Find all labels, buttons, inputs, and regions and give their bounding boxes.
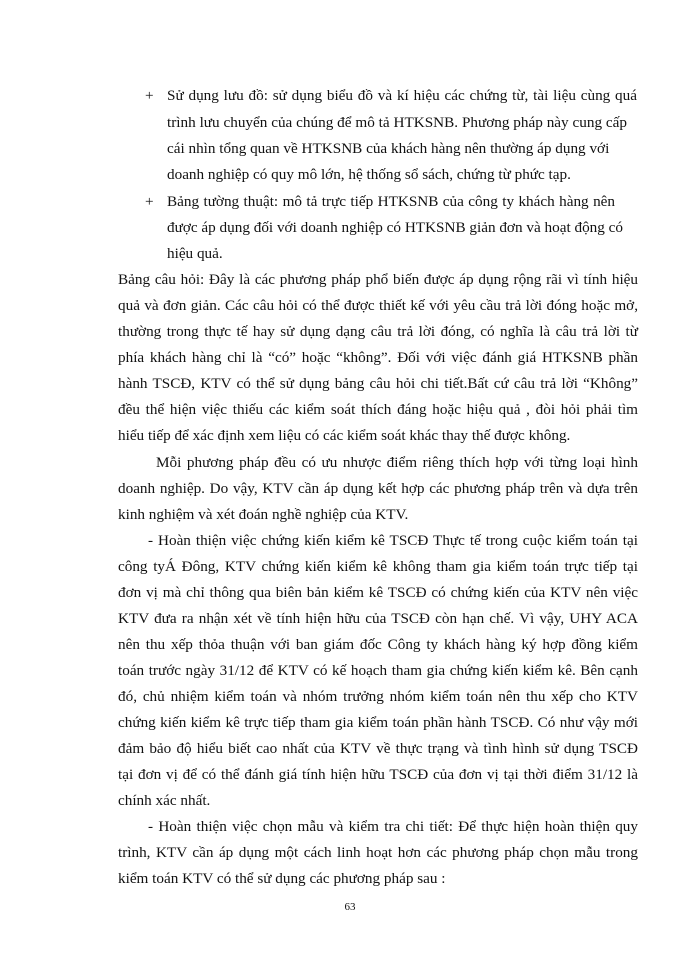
text-line: nên thu xếp thỏa thuận với ban giám đốc Công ty khách hàng ký hợp đồng kiểm: [118, 636, 638, 653]
text-line: quả và đơn giản. Các câu hỏi có thể được thiết kế với yêu cầu trả lời đóng hoặc mở,: [118, 297, 638, 314]
text-line: đảm bảo độ hiểu biết cao nhất của KTV về thực trạng và tình hình sử dụng TSCĐ: [118, 740, 638, 757]
text-line: Mỗi phương pháp đều có ưu nhược điểm riêng thích hợp với từng loại hình: [156, 454, 638, 471]
text-line: trình lưu chuyển của chúng để mô tả HTKSNB. Phương pháp này cung cấp: [167, 114, 627, 131]
text-line: - Hoàn thiện việc chứng kiến kiểm kê TSCĐ Thực tế trong cuộc kiểm toán tại: [148, 532, 638, 549]
text-line: cái nhìn tổng quan về HTKSNB của khách hàng nên thường áp dụng với: [167, 140, 610, 157]
text-line: kinh nghiệm và xét đoán nghề nghiệp của KTV.: [118, 506, 409, 523]
text-line: Bảng tường thuật: mô tả trực tiếp HTKSNB của công ty khách hàng nên: [167, 193, 615, 210]
page-number: 63: [344, 901, 356, 913]
text-line: kiểm toán KTV có thể sử dụng các phương pháp sau :: [118, 870, 446, 887]
text-line: doanh nghiệp có quy mô lớn, hệ thống sổ sách, chứng từ phức tạp.: [167, 166, 571, 183]
text-line: công tyÁ Đông, KTV chứng kiến kiểm kê không tham gia kiểm toán trực tiếp tại: [118, 558, 638, 575]
text-line: toán trước ngày 31/12 để KTV có kế hoạch tham gia chứng kiến kiểm kê. Bên cạnh: [118, 662, 638, 679]
text-line: phía khách hàng chỉ là “có” hoặc “không”. Đối với việc đánh giá HTKSNB phần: [118, 349, 638, 366]
bullet-marker: +: [145, 193, 154, 210]
text-line: đó, chủ nhiệm kiểm toán và nhóm trưởng nhóm kiểm toán nên thu xếp cho KTV: [118, 688, 638, 705]
text-line: tại đơn vị để có thể đánh giá tính hiện hữu TSCĐ của đơn vị tại thời điểm 31/12 là: [118, 766, 638, 783]
text-line: trình, KTV cần áp dụng một cách linh hoạt hơn các phương pháp chọn mẫu trong: [118, 844, 638, 861]
text-line: thường trong thực tế hay sử dụng dạng câu trả lời đóng, có nghĩa là câu trả lời từ: [118, 323, 638, 340]
text-line: đều thể hiện việc thiếu các kiểm soát thích đáng hoặc hiệu quả , đòi hỏi phải tìm: [118, 401, 638, 418]
text-line: Bảng câu hỏi: Đây là các phương pháp phổ biến được áp dụng rộng rãi vì tính hiệu: [118, 271, 638, 288]
text-line: được áp dụng đối với doanh nghiệp có HTKSNB giản đơn và hoạt động có: [167, 219, 623, 236]
bullet-marker: +: [145, 87, 154, 104]
text-line: hiệu quả.: [167, 245, 223, 262]
text-line: hiểu tiếp để xác định xem liệu có các kiểm soát khác thay thế được không.: [118, 427, 571, 444]
text-line: Sử dụng lưu đồ: sử dụng biểu đồ và kí hiệu các chứng từ, tài liệu cùng quá: [167, 87, 637, 104]
text-line: doanh nghiệp. Do vậy, KTV cần áp dụng kết hợp các phương pháp trên và dựa trên: [118, 480, 638, 497]
text-line: chính xác nhất.: [118, 792, 211, 809]
text-line: đơn vị mà chỉ thông qua biên bản kiểm kê TSCĐ có chứng kiến của KTV nên việc: [118, 584, 638, 601]
text-line: hành TSCĐ, KTV có thể sử dụng bảng câu hỏi chi tiết.Bất cứ câu trả lời “Không”: [118, 375, 638, 392]
text-line: - Hoàn thiện việc chọn mẫu và kiểm tra chi tiết: Để thực hiện hoàn thiện quy: [148, 818, 638, 835]
text-line: chứng kiến kiểm kê trực tiếp tham gia kiểm toán phần hành TSCĐ. Có như vậy mới: [118, 714, 638, 731]
text-line: KTV đưa ra nhận xét về tính hiện hữu của TSCĐ còn hạn chế. Vì vậy, UHY ACA: [118, 610, 638, 627]
